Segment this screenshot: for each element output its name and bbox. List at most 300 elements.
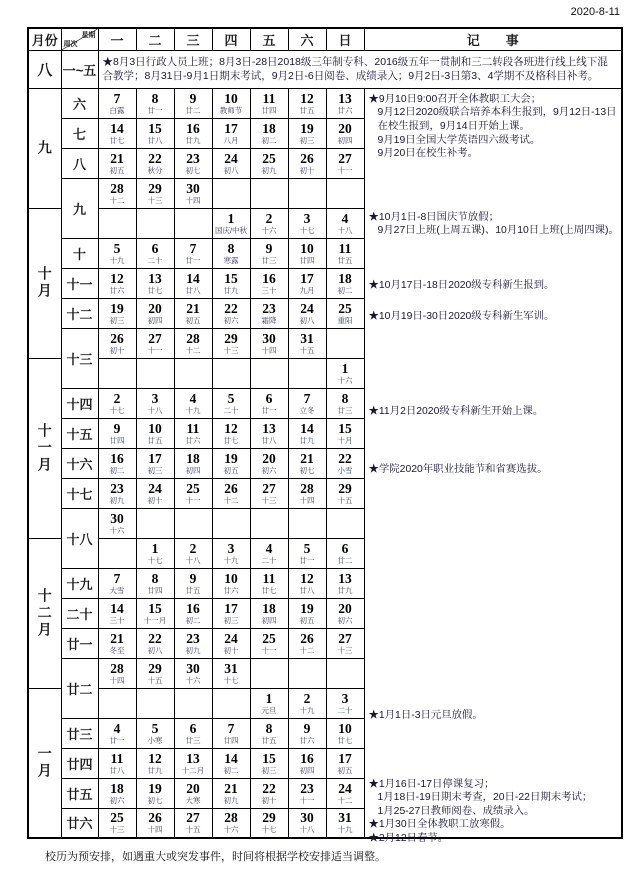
day-number: 13: [262, 420, 276, 436]
month-label-text: 十月: [36, 266, 53, 300]
note-line: ★9月10日9:00召开全体教职工大会；: [368, 93, 542, 105]
day-number: 13: [186, 750, 200, 766]
day-cell: [250, 448, 288, 478]
day-number: 29: [338, 480, 352, 496]
day-number: 2: [303, 690, 311, 706]
date-stamp: 2020-8-11: [570, 6, 620, 18]
day-lunar-label: 廿六: [185, 435, 201, 445]
day-cell: [326, 748, 364, 778]
day-number: 8: [341, 390, 349, 406]
note-line: 9月19日全国大学英语四六级考试。: [377, 134, 541, 146]
day-lunar-label: 初三: [299, 135, 315, 145]
day-lunar-label: 廿九: [223, 285, 239, 295]
day-number: 6: [341, 540, 349, 556]
day-number: 12: [300, 90, 314, 106]
day-cell: [212, 268, 250, 298]
day-lunar-label: 廿四: [147, 585, 163, 595]
day-cell: [326, 298, 364, 328]
day-cell: [212, 808, 250, 838]
day-number: 14: [110, 120, 124, 136]
day-number: 30: [110, 510, 124, 526]
week-number-label: 廿二: [61, 658, 98, 718]
day-number: 4: [189, 390, 197, 406]
week-number-label: 廿五: [61, 778, 98, 808]
day-number: 31: [338, 810, 352, 826]
empty-day-cell: [212, 358, 250, 388]
day-cell: [212, 148, 250, 178]
month-column-header: 月份: [28, 28, 61, 50]
day-lunar-label: 廿一: [185, 255, 201, 265]
day-lunar-label: 廿六: [337, 105, 353, 115]
note-block: [369, 211, 620, 238]
day-cell: [326, 448, 364, 478]
day-lunar-label: 初二: [185, 615, 201, 625]
day-cell: [136, 448, 174, 478]
week-number-label: 十九: [61, 568, 98, 598]
weekday-header-tue: 二: [136, 28, 174, 50]
day-number: 25: [110, 810, 124, 826]
day-cell: [326, 208, 364, 238]
day-cell: [136, 148, 174, 178]
day-cell: [288, 448, 326, 478]
day-number: 2: [265, 210, 273, 226]
day-cell: [212, 568, 250, 598]
day-lunar-label: 廿四: [261, 105, 277, 115]
day-number: 28: [300, 480, 314, 496]
day-number: 16: [186, 600, 200, 616]
day-number: 14: [110, 600, 124, 616]
day-cell: [326, 358, 364, 388]
empty-day-cell: [288, 358, 326, 388]
day-lunar-label: 十一月: [143, 615, 167, 625]
empty-day-cell: [174, 208, 212, 238]
empty-day-cell: [136, 208, 174, 238]
day-number: 27: [148, 330, 162, 346]
day-lunar-label: 十三: [147, 195, 163, 205]
day-lunar-label: 十九: [223, 555, 239, 565]
day-lunar-label: 廿七: [337, 735, 353, 745]
day-lunar-label: 二十: [223, 405, 239, 415]
empty-day-cell: [250, 178, 288, 208]
day-lunar-label: 初四: [185, 465, 201, 475]
week-number-label: 八: [61, 148, 98, 178]
day-number: 3: [341, 690, 349, 706]
day-cell: [98, 298, 136, 328]
day-number: 22: [224, 300, 238, 316]
day-cell: [98, 808, 136, 838]
day-cell: [250, 328, 288, 358]
day-lunar-label: 十六: [337, 375, 353, 385]
day-number: 28: [186, 330, 200, 346]
day-number: 19: [110, 300, 124, 316]
note-line: 9月20日在校生补考。: [377, 148, 478, 159]
day-lunar-label: 十二: [185, 345, 201, 355]
day-lunar-label: 十一: [299, 795, 315, 805]
weekday-header-sun: 日: [326, 28, 364, 50]
day-number: 13: [338, 90, 352, 106]
day-cell: [174, 268, 212, 298]
day-lunar-label: 廿四: [223, 735, 239, 745]
day-lunar-label: 廿七: [223, 435, 239, 445]
day-cell: [250, 628, 288, 658]
day-number: 20: [338, 600, 352, 616]
day-lunar-label: 廿五: [299, 105, 315, 115]
day-lunar-label: 廿七: [147, 285, 163, 295]
day-lunar-label: 初三: [109, 315, 125, 325]
day-number: 29: [262, 810, 276, 826]
day-cell: [250, 718, 288, 748]
empty-day-cell: [250, 658, 288, 688]
day-lunar-label: 白露: [109, 105, 125, 115]
day-number: 12: [224, 420, 238, 436]
day-number: 18: [338, 270, 352, 286]
day-number: 5: [303, 540, 311, 556]
day-cell: [136, 388, 174, 418]
day-lunar-label: 教师节: [219, 105, 243, 115]
day-lunar-label: 十五: [185, 825, 201, 835]
footer-disclaimer: 校历为预安排，如遇重大或突发事件，时间将根据学校安排适当调整。: [45, 851, 386, 863]
day-cell: [326, 598, 364, 628]
day-cell: [250, 388, 288, 418]
month-label: [28, 688, 61, 838]
header-row: [28, 28, 622, 50]
day-lunar-label: 初四: [261, 615, 277, 625]
day-lunar-label: 初二: [109, 465, 125, 475]
day-cell: [288, 538, 326, 568]
day-number: 11: [186, 420, 200, 436]
day-cell: [174, 748, 212, 778]
day-cell: [98, 178, 136, 208]
empty-day-cell: [288, 178, 326, 208]
day-cell: [288, 418, 326, 448]
week-number-label: 十七: [61, 478, 98, 508]
day-lunar-label: 重阳: [337, 315, 353, 325]
day-lunar-label: 寒露: [223, 255, 239, 265]
day-lunar-label: 初三: [223, 615, 239, 625]
note-line: ★1月30日全体教职工放寒假。: [368, 819, 511, 830]
day-cell: [212, 118, 250, 148]
day-cell: [326, 148, 364, 178]
day-number: 21: [110, 150, 124, 166]
day-lunar-label: 三十: [109, 615, 125, 625]
day-cell: [288, 628, 326, 658]
day-lunar-label: 十六: [185, 675, 201, 685]
day-lunar-label: 十一: [261, 645, 277, 655]
day-cell: [212, 208, 250, 238]
diagonal-bottom-label: 周次: [63, 40, 78, 48]
weekday-header-wed: 三: [174, 28, 212, 50]
day-lunar-label: 十三: [223, 345, 239, 355]
day-cell: [212, 778, 250, 808]
month-label: [28, 88, 61, 208]
day-cell: [136, 748, 174, 778]
day-lunar-label: 廿一: [147, 105, 163, 115]
day-cell: [98, 598, 136, 628]
day-cell: [326, 88, 364, 118]
day-number: 10: [300, 240, 314, 256]
day-cell: [326, 478, 364, 508]
day-number: 27: [338, 630, 352, 646]
empty-day-cell: [326, 508, 364, 538]
day-lunar-label: 十一: [185, 495, 201, 505]
day-cell: [326, 778, 364, 808]
day-cell: [174, 628, 212, 658]
note-block: [369, 463, 620, 477]
day-number: 6: [189, 720, 197, 736]
note-line: ★学院2020年职业技能节和省赛选拔。: [368, 463, 548, 475]
day-cell: [212, 478, 250, 508]
day-cell: [136, 568, 174, 598]
note-line: ★10月17日-18日2020级专科新生报到。: [368, 279, 555, 291]
day-cell: [136, 628, 174, 658]
day-lunar-label: 十一: [147, 345, 163, 355]
day-lunar-label: 初三: [147, 465, 163, 475]
day-cell: [212, 388, 250, 418]
day-cell: [174, 418, 212, 448]
day-number: 19: [224, 450, 238, 466]
day-cell: [98, 448, 136, 478]
day-number: 24: [224, 150, 238, 166]
day-cell: [250, 568, 288, 598]
day-number: 31: [300, 330, 314, 346]
month-label-text: 十二月: [36, 587, 53, 639]
day-cell: [288, 88, 326, 118]
day-cell: [326, 568, 364, 598]
day-number: 7: [113, 90, 121, 106]
day-lunar-label: 初三: [261, 765, 277, 775]
month-label-text: 九: [36, 139, 53, 157]
day-number: 10: [224, 570, 238, 586]
day-number: 23: [110, 480, 124, 496]
day-number: 15: [224, 270, 238, 286]
note-line: ★2月12日春节。: [368, 832, 449, 844]
day-cell: [288, 748, 326, 778]
day-lunar-label: 初四: [147, 315, 163, 325]
day-number: 17: [300, 270, 314, 286]
empty-day-cell: [98, 538, 136, 568]
day-cell: [288, 238, 326, 268]
day-lunar-label: 十一: [337, 165, 353, 175]
day-cell: [326, 238, 364, 268]
day-cell: [98, 238, 136, 268]
day-cell: [326, 628, 364, 658]
day-cell: [212, 718, 250, 748]
day-cell: [174, 238, 212, 268]
day-cell: [98, 748, 136, 778]
week-number-label: 七: [61, 118, 98, 148]
day-number: 8: [151, 570, 159, 586]
day-lunar-label: 十六: [261, 225, 277, 235]
day-number: 10: [224, 90, 238, 106]
day-lunar-label: 初九: [185, 645, 201, 655]
day-number: 10: [148, 420, 162, 436]
day-lunar-label: 初五: [337, 765, 353, 775]
day-lunar-label: 初六: [337, 615, 353, 625]
day-cell: [250, 208, 288, 238]
day-lunar-label: 廿三: [185, 735, 201, 745]
day-cell: [288, 118, 326, 148]
day-number: 30: [186, 180, 200, 196]
empty-day-cell: [326, 328, 364, 358]
day-number: 6: [265, 390, 273, 406]
day-number: 5: [151, 720, 159, 736]
day-cell: [174, 388, 212, 418]
day-cell: [98, 148, 136, 178]
day-number: 1: [341, 360, 349, 376]
day-cell: [250, 148, 288, 178]
day-cell: [136, 238, 174, 268]
weekday-weeknum-diagonal-header: [61, 28, 98, 50]
day-lunar-label: 廿五: [337, 255, 353, 265]
day-cell: [174, 658, 212, 688]
day-lunar-label: 大雪: [109, 585, 125, 595]
day-number: 7: [189, 240, 197, 256]
day-cell: [288, 208, 326, 238]
day-lunar-label: 十二: [223, 495, 239, 505]
day-cell: [250, 418, 288, 448]
day-lunar-label: 初十: [261, 795, 277, 805]
day-lunar-label: 十五: [337, 495, 353, 505]
week-number-label: 二十: [61, 598, 98, 628]
day-cell: [136, 718, 174, 748]
day-lunar-label: 廿八: [261, 435, 277, 445]
day-cell: [288, 328, 326, 358]
day-lunar-label: 十七: [261, 825, 277, 835]
day-number: 12: [110, 270, 124, 286]
day-number: 1: [227, 210, 235, 226]
empty-day-cell: [136, 508, 174, 538]
day-cell: [174, 118, 212, 148]
day-lunar-label: 廿五: [185, 585, 201, 595]
day-number: 9: [113, 420, 121, 436]
day-cell: [212, 328, 250, 358]
day-lunar-label: 秋分: [147, 165, 163, 175]
day-cell: [174, 568, 212, 598]
note-block: [369, 405, 620, 419]
day-cell: [174, 148, 212, 178]
day-number: 27: [338, 150, 352, 166]
day-lunar-label: 廿三: [261, 255, 277, 265]
week-number-label: 十六: [61, 448, 98, 478]
day-lunar-label: 廿九: [185, 135, 201, 145]
day-number: 1: [151, 540, 159, 556]
day-number: 15: [148, 120, 162, 136]
note-block: [369, 279, 620, 293]
day-number: 9: [265, 240, 273, 256]
day-number: 9: [189, 90, 197, 106]
day-cell: [98, 328, 136, 358]
day-number: 29: [148, 180, 162, 196]
note-line: 1月25-27日教师阅卷、成绩录入。: [377, 805, 535, 817]
day-number: 12: [300, 570, 314, 586]
day-number: 29: [148, 660, 162, 676]
day-cell: [136, 298, 174, 328]
day-number: 17: [338, 750, 352, 766]
day-lunar-label: 初十: [109, 345, 125, 355]
day-lunar-label: 廿一: [261, 405, 277, 415]
day-cell: [174, 808, 212, 838]
day-number: 9: [189, 570, 197, 586]
day-cell: [250, 238, 288, 268]
day-number: 17: [224, 120, 238, 136]
day-lunar-label: 初八: [223, 165, 239, 175]
day-cell: [174, 598, 212, 628]
day-number: 14: [300, 420, 314, 436]
day-lunar-label: 大寒: [185, 795, 201, 805]
day-number: 8: [151, 90, 159, 106]
month-label-text: 一月: [36, 745, 53, 780]
day-lunar-label: 初七: [147, 795, 163, 805]
empty-day-cell: [98, 358, 136, 388]
day-number: 30: [186, 660, 200, 676]
day-cell: [212, 658, 250, 688]
day-number: 7: [113, 570, 121, 586]
day-lunar-label: 十二: [299, 645, 315, 655]
day-cell: [212, 538, 250, 568]
day-lunar-label: 十四: [261, 345, 277, 355]
day-cell: [136, 178, 174, 208]
empty-day-cell: [250, 508, 288, 538]
day-number: 26: [110, 330, 124, 346]
day-lunar-label: 九月: [299, 285, 315, 295]
empty-day-cell: [136, 688, 174, 718]
day-number: 25: [262, 630, 276, 646]
day-number: 21: [186, 300, 200, 316]
day-cell: [250, 748, 288, 778]
day-number: 25: [338, 300, 352, 316]
day-cell: [98, 478, 136, 508]
day-cell: [326, 688, 364, 718]
day-cell: [326, 808, 364, 838]
day-number: 22: [148, 630, 162, 646]
day-number: 19: [148, 780, 162, 796]
day-number: 15: [148, 600, 162, 616]
day-lunar-label: 十四: [147, 825, 163, 835]
day-cell: [212, 598, 250, 628]
day-number: 14: [186, 270, 200, 286]
day-number: 4: [265, 540, 273, 556]
day-lunar-label: 廿一: [109, 735, 125, 745]
calendar-week-row: [28, 88, 622, 118]
day-lunar-label: 廿五: [147, 435, 163, 445]
day-cell: [326, 118, 364, 148]
day-lunar-label: 初九: [223, 795, 239, 805]
week-number-label: 十三: [61, 328, 98, 388]
day-lunar-label: 廿六: [299, 735, 315, 745]
day-lunar-label: 廿八: [147, 135, 163, 145]
day-cell: [212, 448, 250, 478]
day-lunar-label: 八月: [223, 135, 239, 145]
day-cell: [250, 538, 288, 568]
day-number: 15: [262, 750, 276, 766]
day-lunar-label: 廿八: [109, 765, 125, 775]
weekday-header-fri: 五: [250, 28, 288, 50]
day-number: 21: [110, 630, 124, 646]
day-number: 11: [338, 240, 352, 256]
day-number: 25: [262, 150, 276, 166]
week-range-label: 一~五: [61, 50, 98, 88]
week-number-label: 廿一: [61, 628, 98, 658]
day-cell: [250, 808, 288, 838]
note-line: ★11月2日2020级专科新生开始上课。: [368, 405, 544, 417]
day-lunar-label: 初八: [299, 315, 315, 325]
day-lunar-label: 十八: [337, 225, 353, 235]
day-lunar-label: 廿二: [337, 555, 353, 565]
note-block: [369, 93, 620, 134]
day-lunar-label: 初十: [147, 495, 163, 505]
day-lunar-label: 十四: [185, 195, 201, 205]
day-cell: [288, 148, 326, 178]
